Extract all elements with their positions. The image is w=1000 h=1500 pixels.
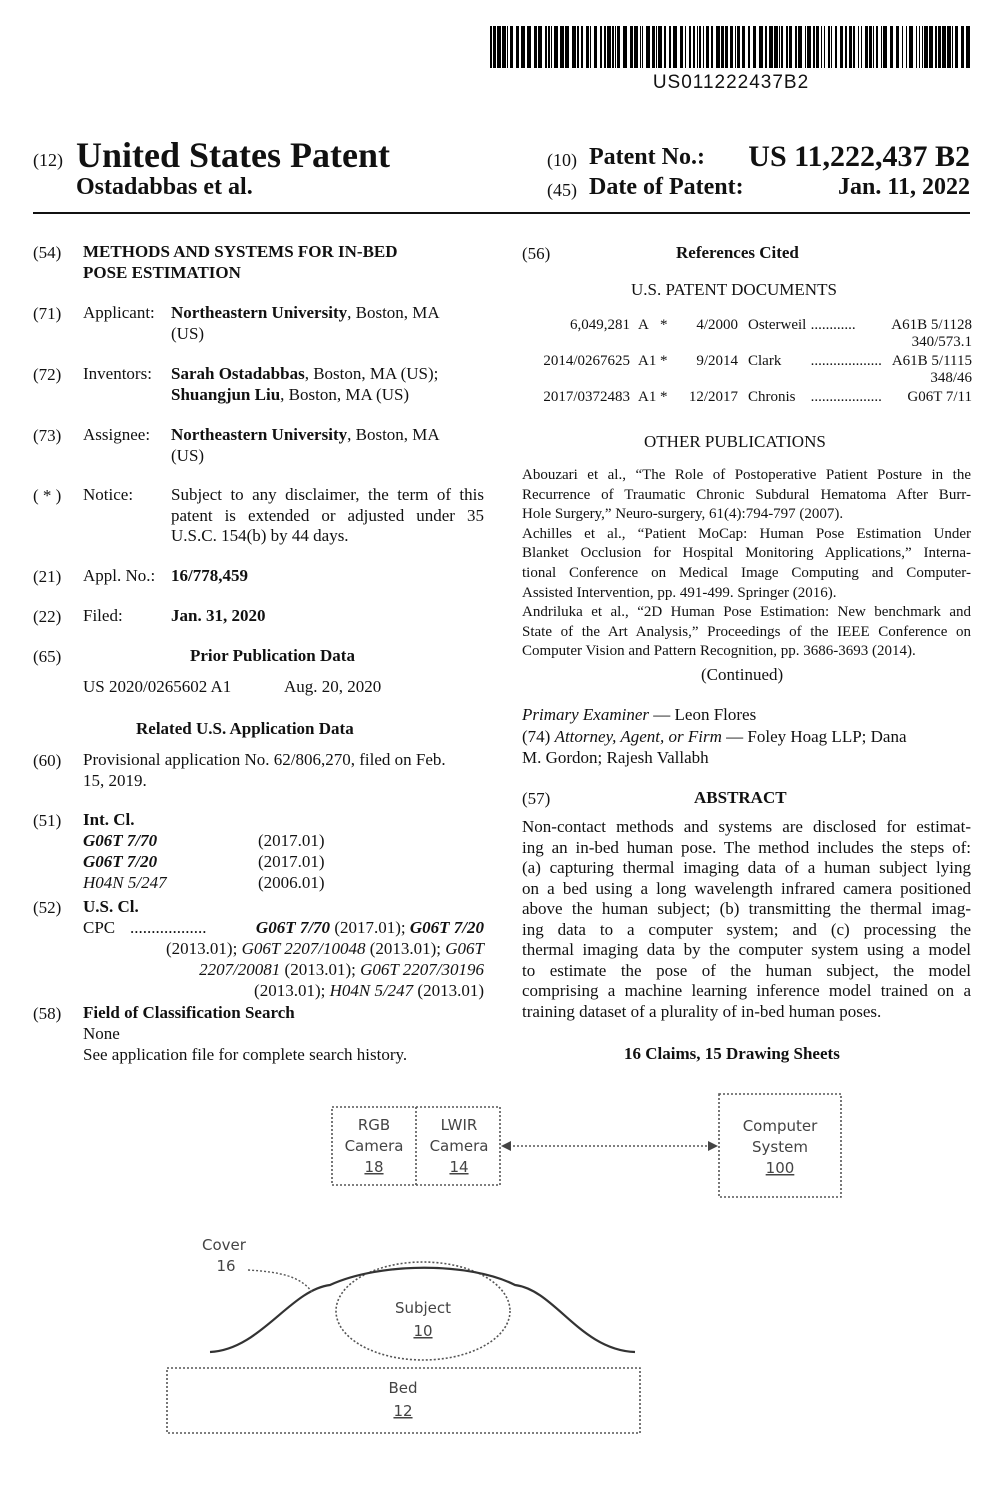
abstract-line: thermal imaging data by the computer system using a model (522, 940, 971, 959)
barcode-bar (929, 26, 933, 68)
reference-row (522, 353, 972, 370)
reference-no: 2017/0372483 (543, 389, 630, 405)
barcode-bar (664, 26, 666, 68)
code-notice: ( * ) (33, 486, 62, 505)
barcode-bar (538, 26, 542, 68)
int-cl-label: Int. Cl. (83, 810, 135, 829)
computer-label-2: System (752, 1138, 808, 1156)
barcode-bar (545, 26, 547, 68)
assignee-name: Northeastern University (171, 425, 348, 444)
field-search-none: None (83, 1024, 120, 1043)
notice-line-2: patent is extended or adjusted under 35 (171, 505, 484, 525)
int-cl-year-2: (2017.01) (258, 852, 325, 871)
abstract-text (522, 817, 971, 1022)
cpc-leader: .................. (130, 918, 207, 937)
reference-cls2: 348/46 (930, 370, 972, 386)
applicant-country: (US) (171, 323, 205, 343)
barcode-bar (565, 26, 569, 68)
barcode-bar (935, 26, 937, 68)
examiner-name: — Leon Flores (649, 705, 757, 724)
code-72: (72) (33, 365, 62, 384)
barcode-bar (640, 26, 641, 68)
barcode-bar (669, 26, 671, 68)
rgb-label-1: RGB (357, 1116, 391, 1134)
barcode-bar (594, 26, 597, 68)
code-60: (60) (33, 751, 62, 770)
barcode-bar (947, 26, 951, 68)
barcode-bar (881, 26, 882, 68)
barcode-bar (721, 26, 724, 68)
cpc-line-4: (2013.01); H04N 5/247 (2013.01) (254, 981, 484, 1000)
barcode-bar (835, 26, 837, 68)
code-22: (22) (33, 607, 62, 626)
barcode-bar (716, 26, 720, 68)
invention-title (83, 242, 398, 283)
code-45: (45) (547, 180, 577, 200)
barcode-bar (795, 26, 797, 68)
reference-cls2 (522, 406, 972, 408)
barcode-bar (909, 26, 913, 68)
int-cl-class-1: G06T 7/70 (83, 831, 158, 850)
barcode-bar (590, 26, 591, 68)
barcode-bar (510, 26, 513, 68)
reference-star: * (660, 389, 668, 405)
reference-no: 2014/0267625 (543, 353, 630, 369)
reference-name: Osterweil (748, 317, 807, 333)
header-rule (33, 212, 970, 214)
abstract-line: ing an in-bed human pose. The method includes the steps of: (522, 837, 971, 857)
applicant-location: , Boston, MA (347, 303, 440, 322)
reference-cls: A61B 5/1115 (891, 353, 972, 369)
barcode-bar (516, 26, 519, 68)
patent-date: Jan. 11, 2022 (837, 174, 970, 200)
abstract-line: on a bed using a long wavelength infrared camera positioned (522, 878, 971, 898)
barcode-bar (865, 26, 868, 68)
barcode-bar (730, 26, 733, 68)
reference-star: * (660, 317, 668, 333)
other-pubs-heading: OTHER PUBLICATIONS (644, 432, 826, 451)
barcode-bar (853, 26, 855, 68)
abstract-line: (a) capturing thermal imaging data of a human subject lying (522, 858, 971, 877)
reference-date: 9/2014 (696, 353, 738, 369)
barcode-bar (490, 26, 492, 68)
cpc-line-1: G06T 7/70 (2017.01); G06T 7/20 (255, 918, 484, 937)
filed-label: Filed: (83, 606, 123, 625)
subject-label-2: 10 (413, 1322, 433, 1340)
barcode-bar (896, 26, 899, 68)
barcode-bar (703, 26, 704, 68)
barcode-bar (615, 26, 616, 68)
reference-name: Clark (748, 353, 782, 369)
barcode-bar (798, 26, 802, 68)
publication-line: State of the Art Analysis,” Proceedings of the IEEE Conference on (522, 623, 971, 640)
notice-line-3: U.S.C. 154(b) by 44 days. (171, 526, 349, 545)
barcode-bar (922, 26, 923, 68)
int-cl-row-3 (83, 873, 167, 894)
date-label: Date of Patent: (589, 174, 744, 200)
barcode-bar (502, 26, 506, 68)
code-73: (73) (33, 426, 62, 445)
barcode-bar (577, 26, 579, 68)
publication-line: Abouzari et al., “The Role of Postoperative Patient Posture in the (522, 467, 971, 483)
barcode-bar (906, 26, 907, 68)
patent-title: United States Patent (76, 135, 390, 175)
barcode-bar (697, 26, 698, 68)
cpc-label: CPC (83, 918, 116, 937)
subject-label-1: Subject (394, 1299, 452, 1317)
code-54: (54) (33, 243, 62, 262)
reference-kind: A1 (638, 389, 657, 405)
abstract-line: comprising a machine learning inference model trained on a (522, 981, 971, 1000)
barcode-bar (646, 26, 650, 68)
barcode-bar (858, 26, 859, 68)
barcode-bar (831, 26, 832, 68)
other-publications (522, 466, 971, 662)
barcode-bar (680, 26, 683, 68)
barcode-bar (807, 26, 811, 68)
barcode-bar (689, 26, 691, 68)
applicant-name: Northeastern University (171, 303, 348, 322)
barcode-bar (521, 26, 525, 68)
field-search-label: Field of Classification Search (83, 1003, 295, 1022)
barcode-bar (876, 26, 878, 68)
barcode-bar (652, 26, 655, 68)
barcode-bar (919, 26, 920, 68)
cpc-line-2: (2013.01); G06T 2207/10048 (2013.01); G06T (166, 939, 484, 958)
barcode-bar (612, 26, 614, 68)
barcode-bar (604, 26, 606, 68)
barcode-bar (916, 26, 917, 68)
prior-pub-date: Aug. 20, 2020 (284, 677, 382, 696)
barcode-bar (759, 26, 763, 68)
related-heading: Related U.S. Application Data (136, 719, 354, 738)
reference-date: 4/2000 (696, 317, 738, 333)
publication-line: Computer Vision and Pattern Recognition, pp. 3686-3693 (2014). (522, 643, 916, 660)
barcode-bar (748, 26, 750, 68)
lwir-label-1: LWIR (440, 1116, 478, 1134)
barcode-bar (493, 26, 496, 68)
assignee-label: Assignee: (83, 425, 151, 444)
appl-no: 16/778,459 (171, 566, 248, 585)
reference-row-continuation (522, 406, 972, 408)
publication-line: Assisted Intervention, pp. 491-499. Springer (2016). (522, 584, 837, 601)
notice-label: Notice: (83, 485, 134, 504)
prior-pub-number: US 2020/0265602 A1 (83, 677, 232, 696)
barcode-bar (527, 26, 531, 68)
lwir-label-2: Camera (429, 1137, 489, 1155)
barcode-bar (765, 26, 767, 68)
provisional (83, 750, 446, 791)
barcode (490, 26, 972, 68)
barcode-bar (711, 26, 713, 68)
reference-cls: G06T 7/11 (907, 389, 972, 405)
publication-line: Recurrence of Traumatic Chronic Subdural Hematoma After Burr- (522, 486, 971, 503)
barcode-bar (966, 26, 970, 68)
assignee-location: , Boston, MA (347, 425, 440, 444)
abstract-heading: ABSTRACT (694, 788, 787, 807)
barcode-bar (924, 26, 928, 68)
refs-heading: References Cited (676, 243, 799, 262)
barcode-bar (548, 26, 550, 68)
barcode-bar (656, 26, 657, 68)
reference-row-continuation (522, 370, 972, 389)
us-cl-label: U.S. Cl. (83, 897, 139, 916)
barcode-bar (699, 26, 701, 68)
patent-no-label: Patent No.: (589, 144, 705, 170)
field-search-history: See application file for complete search history. (83, 1045, 408, 1064)
reference-kind: A1 (638, 353, 657, 369)
barcode-bar (551, 26, 552, 68)
lwir-label-3: 14 (449, 1158, 469, 1176)
int-cl-row-1 (83, 831, 157, 852)
patent-number: US 11,222,437 B2 (748, 140, 970, 173)
references-table (522, 317, 972, 408)
barcode-bar (753, 26, 756, 68)
bed-box (167, 1368, 640, 1433)
inventor-1-name: Sarah Ostadabbas (171, 364, 305, 383)
code-21: (21) (33, 567, 62, 586)
code-71: (71) (33, 304, 62, 323)
int-cl-year-1: (2017.01) (258, 831, 325, 850)
examiner-label: Primary Examiner (522, 705, 650, 724)
attorney: (74) Attorney, Agent, or Firm — Foley Hoag LLP; Dana M. Gordon; Rajesh Vallabh (522, 727, 907, 767)
appl-no-label: Appl. No.: (83, 566, 156, 585)
reference-dots: ............ (810, 317, 856, 333)
barcode-bar (786, 26, 788, 68)
reference-kind: A (638, 317, 649, 333)
rgb-label-3: 18 (364, 1158, 384, 1176)
cover-label-1: Cover (202, 1236, 246, 1254)
reference-row-continuation (522, 334, 972, 353)
barcode-bar (883, 26, 887, 68)
code-57: (57) (522, 789, 551, 808)
assignee (171, 425, 440, 466)
code-58: (58) (33, 1004, 62, 1023)
barcode-bar (861, 26, 862, 68)
provisional-line-1: Provisional application No. 62/806,270, filed on Feb. (83, 750, 446, 769)
barcode-bar (554, 26, 558, 68)
provisional-line-2: 15, 2019. (83, 770, 147, 790)
reference-dots: ................... (810, 389, 882, 405)
barcode-bar (828, 26, 830, 68)
bed-label-1: Bed (388, 1379, 418, 1397)
publication-line: Hole Surgery,” Neuro-surgery, 61(4):794-797 (2007). (522, 506, 844, 523)
barcode-bar (600, 26, 602, 68)
inventors (171, 364, 438, 405)
applicant-label: Applicant: (83, 303, 155, 322)
code-10: (10) (547, 150, 577, 170)
barcode-bar (840, 26, 843, 68)
reference-cls: A61B 5/1128 (891, 317, 972, 333)
us-docs-heading: U.S. PATENT DOCUMENTS (631, 280, 837, 299)
barcode-bar (769, 26, 773, 68)
continued-note: (Continued) (701, 665, 784, 684)
barcode-bar (617, 26, 620, 68)
barcode-bar (623, 26, 627, 68)
barcode-bar (961, 26, 964, 68)
code-12: (12) (33, 150, 63, 170)
barcode-bar (821, 26, 822, 68)
barcode-bar (813, 26, 815, 68)
abstract-line: to estimate the pose of the human subject, the model (522, 960, 971, 980)
attorney-line-1: — Foley Hoag LLP; Dana (721, 727, 907, 746)
barcode-bar (824, 26, 825, 68)
claims-summary: 16 Claims, 15 Drawing Sheets (624, 1044, 840, 1063)
filed-date: Jan. 31, 2020 (171, 606, 266, 625)
system-diagram (0, 1080, 1000, 1500)
barcode-bar (685, 26, 686, 68)
barcode-bar (560, 26, 564, 68)
barcode-bar (735, 26, 736, 68)
barcode-number: US011222437B2 (652, 72, 810, 93)
barcode-bar (581, 26, 583, 68)
prior-pub-heading: Prior Publication Data (190, 646, 355, 665)
reference-no: 6,049,281 (570, 317, 630, 333)
barcode-bar (938, 26, 941, 68)
cover-label-2: 16 (216, 1257, 236, 1275)
barcode-bar (849, 26, 852, 68)
barcode-bar (816, 26, 819, 68)
publication-line: Blanket Occlusion for Hospital Monitoring Applications,” Interna- (522, 545, 971, 562)
computer-label-3: 100 (765, 1159, 795, 1177)
reference-row (522, 317, 972, 334)
inventor-short: Ostadabbas et al. (76, 174, 253, 200)
barcode-bar (586, 26, 589, 68)
reference-date: 12/2017 (688, 389, 738, 405)
inventor-1-location: , Boston, MA (US); (304, 364, 439, 383)
barcode-bar (902, 26, 903, 68)
barcode-bar (658, 26, 662, 68)
attorney-line-2: M. Gordon; Rajesh Vallabh (522, 747, 709, 767)
code-51: (51) (33, 811, 62, 830)
barcode-bar (779, 26, 780, 68)
barcode-bar (781, 26, 783, 68)
barcode-bar (706, 26, 709, 68)
reference-dots: ................... (810, 353, 882, 369)
publication-line: Achilles et al., “Patient MoCap: Human Pose Estimation Under (522, 525, 971, 542)
barcode-bar (693, 26, 695, 68)
int-cl-class-3: H04N 5/247 (83, 873, 167, 892)
barcode-bar (742, 26, 745, 68)
int-cl-row-2 (83, 852, 157, 873)
reference-star: * (660, 353, 668, 369)
publication-line: Andriluka et al., “2D Human Pose Estimation: New benchmark and (522, 604, 971, 621)
barcode-bar (607, 26, 611, 68)
barcode-bar (634, 26, 638, 68)
barcode-bar (845, 26, 847, 68)
barcode-bar (507, 26, 508, 68)
barcode-bar (789, 26, 792, 68)
barcode-bar (873, 26, 874, 68)
abstract-line: Non-contact methods and systems are disclosed for estimat- (522, 817, 971, 836)
notice-text (171, 485, 484, 547)
inventor-2-name: Shuangjun Liu (171, 384, 281, 404)
abstract-line: training dataset of a plurality of in-bed human poses. (522, 1001, 882, 1021)
rgb-label-2: Camera (344, 1137, 404, 1155)
cpc-line-3: 2207/20081 (2013.01); G06T 2207/30196 (199, 960, 484, 979)
abstract-line: above the human subject; (b) transmitting the thermal imag- (522, 899, 971, 918)
barcode-bar (869, 26, 872, 68)
barcode-bar (952, 26, 953, 68)
reference-row (522, 389, 972, 406)
int-cl-class-2: G06T 7/20 (83, 852, 158, 871)
title-line-1: METHODS AND SYSTEMS FOR IN-BED (83, 242, 398, 261)
barcode-bar (890, 26, 893, 68)
barcode-bar (630, 26, 633, 68)
barcode-bar (534, 26, 537, 68)
barcode-bar (942, 26, 946, 68)
barcode-bar (642, 26, 643, 68)
reference-name: Chronis (748, 389, 796, 405)
code-52: (52) (33, 898, 62, 917)
title-line-2: POSE ESTIMATION (83, 262, 241, 282)
code-65: (65) (33, 647, 62, 666)
inventor-2-location: , Boston, MA (US) (280, 384, 410, 404)
barcode-bar (673, 26, 677, 68)
int-cl-year-3: (2006.01) (258, 873, 325, 892)
reference-cls2: 340/573.1 (911, 334, 972, 350)
barcode-bar (572, 26, 576, 68)
computer-label-1: Computer (742, 1117, 818, 1135)
bed-label-2: 12 (393, 1402, 413, 1420)
applicant (171, 303, 440, 344)
barcode-bar (955, 26, 958, 68)
assignee-country: (US) (171, 445, 205, 465)
inventors-label: Inventors: (83, 364, 152, 383)
barcode-bar (497, 26, 501, 68)
barcode-bar (725, 26, 728, 68)
barcode-bar (805, 26, 806, 68)
examiner (522, 705, 756, 726)
code-56: (56) (522, 244, 551, 263)
notice-line-1: Subject to any disclaimer, the term of this (171, 485, 484, 504)
barcode-bar (774, 26, 778, 68)
publication-line: tional Conference on Medical Image Computing and Computer- (522, 564, 971, 581)
attorney-label: Attorney, Agent, or Firm (554, 727, 722, 746)
barcode-bar (737, 26, 740, 68)
abstract-line: ing data to a computer system; and (c) processing the (522, 919, 971, 939)
